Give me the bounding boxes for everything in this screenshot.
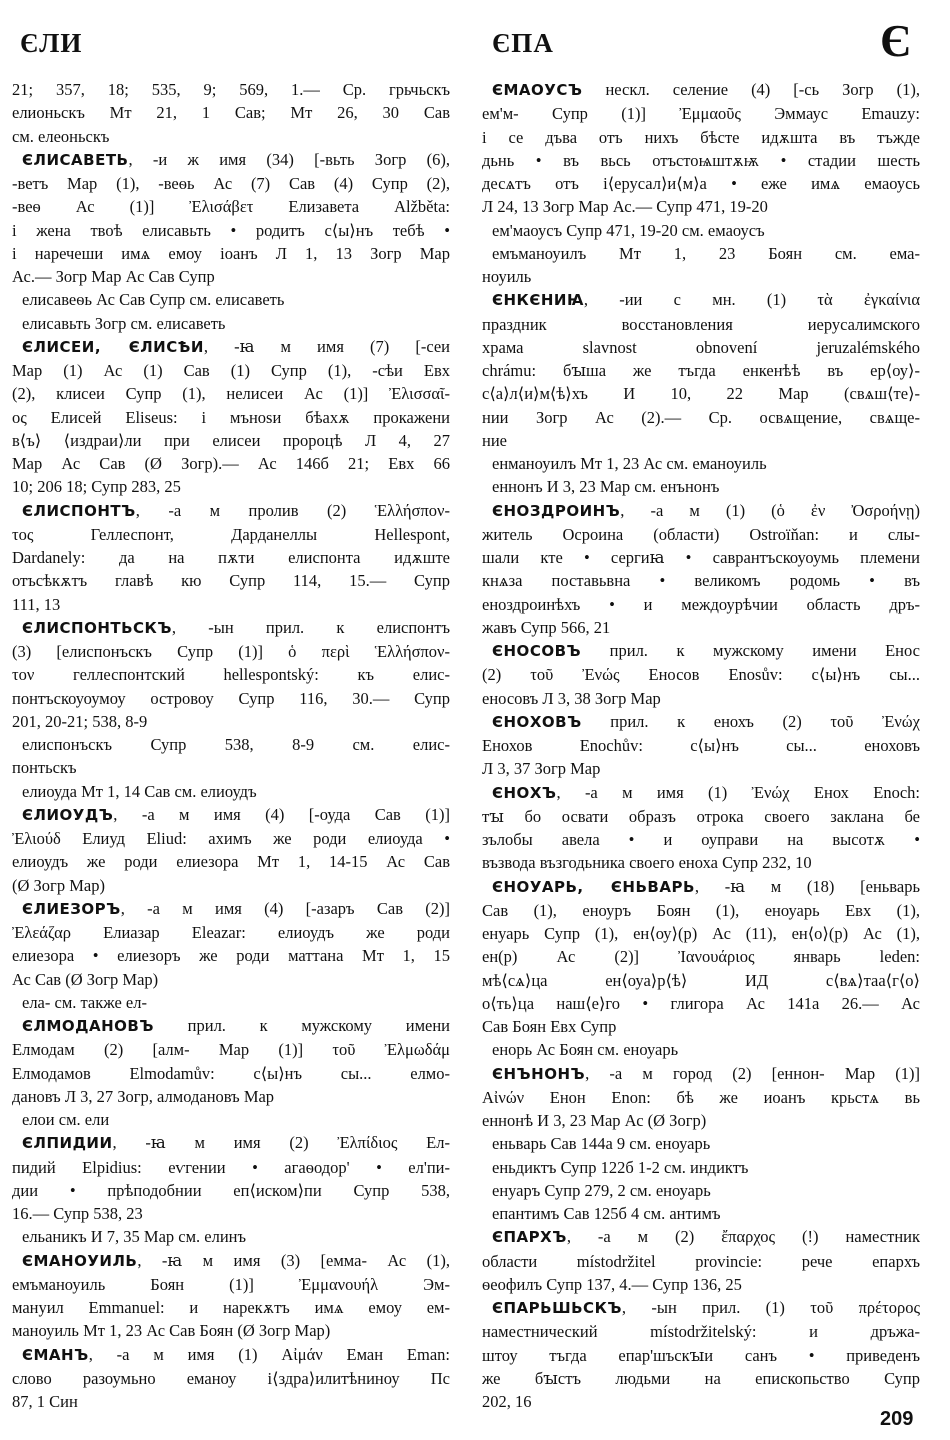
- dictionary-entry: [12, 335, 450, 499]
- text-line: възвода възгодьника своего еноха Супр 232, 10: [482, 853, 812, 873]
- text-line: ела- см. также ел-: [22, 992, 147, 1012]
- text-line: -ветъ Мар (1), -веѳь Ас (7) Сав (4) Супр (2),: [12, 174, 450, 193]
- text-line: маноуиль Мт 1, 23 Ас Сав Боян (Ø Зогр Мар): [12, 1321, 331, 1341]
- text-line: елисавьть Зогр см. елисаветь: [22, 313, 226, 333]
- text-line: елисавеѳь Ас Сав Супр см. елисаветь: [22, 290, 285, 310]
- text-line: ноуиль: [482, 267, 532, 286]
- text-line: дьнь • въ вьсь отъстоѩштѫѭ • стадии шесть: [482, 150, 920, 170]
- text-line: емъманоуиль Боян (1)] Ἐμμανουήλ Эм-: [12, 1274, 450, 1294]
- text-line: 16.— Супр 538, 23: [12, 1204, 143, 1223]
- headword: ЄЛИСПОНТЬСКЪ: [22, 618, 172, 637]
- text-line: Сав Боян Евх Супр: [482, 1017, 617, 1036]
- dictionary-entry: [482, 499, 920, 640]
- headword: ЄМАОУСЪ: [492, 81, 583, 99]
- text-line: штоу тъгда епар'шъскꙑи санъ • приведенъ: [482, 1345, 920, 1365]
- text-line: 87, 1 Син: [12, 1392, 78, 1411]
- text-line: 10; 206 18; Супр 283, 25: [12, 477, 181, 497]
- text-line: житель Осроина (области) Ostroïňan: и слы-: [482, 524, 920, 544]
- text-line: мануил Emmanuel: и нарекѫтъ имѧ емоу ем-: [12, 1298, 450, 1317]
- text-line: елионьскъ Мт 21, 1 Сав; Мт 26, 30 Сав: [12, 103, 450, 123]
- text-line: Елмодамов Elmodamův: с⟨ы⟩нъ сы... елмо-: [12, 1063, 450, 1083]
- text-line: храма slavnost obnovení jeruzalémského: [482, 337, 920, 357]
- text-line: о⟨ть⟩ца наш⟨е⟩го • глигора Ас 141а 26.— Ас: [482, 993, 920, 1013]
- text-line: десѧтъ отъ і⟨ерусал⟩и⟨м⟩а • еже имѧ емаоусь: [482, 174, 920, 193]
- dictionary-entry: [482, 475, 920, 498]
- dictionary-entry: [12, 616, 450, 733]
- dictionary-entry: [12, 1108, 450, 1131]
- dictionary-entry: [12, 991, 450, 1014]
- running-head-right: ЄПА: [492, 28, 554, 58]
- dictionary-entry: [482, 1225, 920, 1296]
- text-line: ЄНЪНОНЪ, -а м город (2) [еннон- Мар (1)]: [492, 1063, 920, 1083]
- headword: ЄНОЗДРОИНЪ: [492, 501, 621, 520]
- text-line: ЄЛИОУДЪ, -а м имя (4) [-оуда Сав (1)]: [22, 804, 450, 824]
- text-line: Енохов Enochův: с⟨ы⟩нъ сы... еноховъ: [482, 736, 920, 755]
- dictionary-entry: [482, 242, 920, 289]
- headword: ЄЛИОУДЪ: [22, 805, 114, 824]
- text-line: слово разоумьно еманоу і⟨здра⟩илитѣниноу Пс: [12, 1368, 450, 1388]
- text-line: праздник восстановления иерусалимского: [482, 314, 920, 334]
- dictionary-entry: [482, 781, 920, 875]
- text-line: енорь Ас Боян см. еноуарь: [492, 1040, 679, 1060]
- text-line: ЄМАНОУИЛЬ, -ꙗ м имя (3) [емма- Ас (1),: [22, 1250, 450, 1270]
- text-line: еноздроинѣхъ • и междоурѣчии область дръ-: [482, 594, 920, 614]
- text-line: ем'маоусъ Супр 471, 19-20 см. емаоусъ: [492, 220, 765, 240]
- dictionary-entry: [12, 1343, 450, 1414]
- text-line: Мар Ас Сав (Ø Зогр).— Ас 146б 21; Евх 66: [12, 454, 450, 473]
- text-line: ЄМАНЪ, -а м имя (1) Αἰμάν Еман Eman:: [22, 1344, 450, 1364]
- dictionary-entry: [482, 1156, 920, 1179]
- right-column: [482, 78, 920, 1413]
- text-line: ЄЛИСПОНТЪ, -а м пролив (2) Ἑλλήσπον-: [22, 500, 450, 520]
- text-line: понтъскоуоумоу островоу Супр 116, 30.— Супр: [12, 688, 450, 708]
- text-line: ЄЛИЕЗОРЪ, -а м имя (4) [-азаръ Сав (2)]: [22, 898, 450, 918]
- headword: ЄМАНОУИЛЬ: [22, 1251, 138, 1270]
- headword: ЄНОСОВЪ: [492, 642, 582, 660]
- text-line: і жена твоѣ елисавьть • родитъ с⟨ы⟩нъ тебѣ •: [12, 220, 450, 240]
- text-line: τον геллеспонтский hellespontský: къ елис-: [12, 665, 450, 685]
- text-line: ЄЛПИДИИ, -ꙗ м имя (2) Ἐλπίδιος Ел-: [22, 1133, 450, 1153]
- dictionary-entry: [12, 1249, 450, 1343]
- dictionary-entry: [482, 1062, 920, 1133]
- headword: ЄНОХЪ: [492, 783, 557, 802]
- text-line: енуарь Супр (1), ен⟨оу⟩(р) Ас (11), ен⟨о⟩(р) Ас (1),: [482, 924, 920, 943]
- text-line: ЄЛИСЕИ, ЄЛИСѢИ, -ꙗ м имя (7) [-сеи: [22, 336, 450, 356]
- text-line: Мар (1) Ас (1) Сав (1) Супр (1), -сѣи Евх: [12, 361, 450, 380]
- headword: ЄЛИСЕИ, ЄЛИСѢИ: [22, 337, 204, 356]
- text-line: ЄНОХЪ, -а м имя (1) Ἐνώχ Енох Enoch:: [492, 782, 920, 802]
- text-line: ельаникъ И 7, 35 Мар см. елинъ: [22, 1227, 247, 1247]
- dictionary-entry: [482, 710, 920, 781]
- text-line: Елмодам (2) [алм- Мар (1)] τοῦ Ἐλμωδάμ: [12, 1040, 450, 1060]
- text-line: Αἰνών Енон Enon: бѣ же иоанъ крьстѧ вь: [482, 1087, 920, 1107]
- text-line: шали кте • сергиꙗ • саврантъскоуоумь племени: [482, 548, 920, 567]
- dictionary-entry: [482, 639, 920, 710]
- dictionary-entry: [12, 803, 450, 897]
- headword: ЄЛИСАВЕТЬ: [22, 150, 129, 169]
- letter-ornament: Є: [880, 15, 913, 66]
- text-line: жавъ Супр 566, 21: [482, 617, 611, 637]
- text-line: елиоуда Мт 1, 14 Сав см. елиоудъ: [22, 781, 257, 801]
- text-line: пидий Elpidius: еѵгении • агаѳодор' • ел'пи-: [12, 1157, 450, 1177]
- left-column: [12, 78, 450, 1413]
- text-line: елиспонъскъ Супр 538, 8-9 см. елис-: [22, 735, 450, 754]
- text-line: еносовъ Л 3, 38 Зогр Мар: [482, 688, 661, 708]
- dictionary-entry: [12, 148, 450, 289]
- dictionary-entry: [12, 1225, 450, 1248]
- text-line: елои см. ели: [22, 1110, 110, 1129]
- text-line: ЄЛИСПОНТЬСКЪ, -ын прил. к елиспонтъ: [22, 617, 450, 637]
- text-line: мѣ⟨сѧ⟩ца ен⟨оуа⟩р⟨ѣ⟩ ИД с⟨вѧ⟩таа⟨г⟨о⟩: [482, 970, 920, 990]
- dictionary-entry: [12, 1131, 450, 1225]
- dictionary-entry: [482, 1132, 920, 1155]
- text-line: елиезора • елиезоръ же роди маттана Мт 1, 15: [12, 946, 450, 966]
- text-line: нии Зогр Ас (2).— Ср. освѧщение, свѧще-: [482, 407, 920, 427]
- text-line: 202, 16: [482, 1392, 532, 1411]
- text-line: ние: [482, 430, 507, 450]
- headword: ЄЛМОДАНОВЪ: [22, 1017, 154, 1035]
- dictionary-entry: [12, 897, 450, 991]
- dictionary-entry: [482, 1202, 920, 1225]
- text-line: же бꙑстъ людьми на епископьство Супр: [482, 1368, 920, 1388]
- text-line: епантимъ Сав 125б 4 см. антимъ: [492, 1204, 721, 1223]
- text-line: в⟨ъ⟩ ⟨издраи⟩ли при елисеи пророцѣ Л 4, 27: [12, 430, 450, 450]
- text-line: Dardanely: да на пѫти елиспонта идѫште: [12, 548, 450, 567]
- text-line: ЄПАРХЪ, -а м (2) ἔπαρχος (!) наместник: [492, 1227, 920, 1247]
- text-line: ЄЛМОДАНОВЪ прил. к мужскому имени: [22, 1016, 450, 1035]
- text-line: еннонъ И 3, 23 Мар см. енънонъ: [492, 477, 720, 497]
- headword: ЄЛИЕЗОРЪ: [22, 899, 121, 918]
- text-line: еньварь Сав 144а 9 см. еноуарь: [492, 1134, 711, 1154]
- text-line: ем'м- Супр (1)] Ἐμμαοῦς Эммаус Emauzy:: [482, 104, 920, 124]
- dictionary-entry: [482, 1038, 920, 1061]
- text-line: -веѳ Ас (1)] Ἐλισάβετ Елизавета Alžběta:: [12, 197, 450, 217]
- text-line: 111, 13: [12, 594, 61, 614]
- dictionary-entry: [12, 78, 450, 148]
- headword: ЄЛПИДИИ: [22, 1134, 113, 1153]
- running-head-left: ЄЛИ: [20, 28, 83, 58]
- dictionary-entry: [12, 780, 450, 803]
- dictionary-entry: [12, 312, 450, 335]
- text-line: ЄНОЗДРОИНЪ, -а м (1) (ὁ ἐν Ὀσροήνῃ): [492, 500, 920, 520]
- text-line: ЄНКЄНИꙖ, -ии с мн. (1) τὰ ἐγκαίνια: [492, 290, 920, 310]
- headword: ЄНОХОВЪ: [492, 712, 582, 731]
- dictionary-entry: [482, 1296, 920, 1413]
- text-line: (Ø Зогр Мар): [12, 875, 105, 895]
- headword: ЄНОУАРЬ, ЄНЬВАРЬ: [492, 877, 695, 896]
- headword: ЄМАНЪ: [22, 1345, 89, 1364]
- text-line: елиоудъ же роди елиезора Мт 1, 14-15 Ас Сав: [12, 852, 450, 872]
- headword: ЄНЪНОНЪ: [492, 1064, 586, 1083]
- headword: ЄПАРЬШЬСКЪ: [492, 1299, 622, 1317]
- headword: ЄЛИСПОНТЪ: [22, 501, 136, 520]
- text-line: (2), клисеи Супр (1), нелисеи Ас (1)] Ἐλισσαῖ-: [12, 384, 450, 404]
- text-line: Ἐλιούδ Елиуд Eliud: ахимъ же роди елиоуда •: [12, 829, 450, 848]
- text-line: Ἐλεάζαρ Елиазар Eleazar: елиоудъ же роди: [12, 923, 450, 942]
- text-line: тꙑ бо освати образъ отрока своего заклана бе: [482, 806, 920, 826]
- text-line: і наречеши имѧ емоу іоанъ Л 1, 13 Зогр Мар: [12, 243, 450, 263]
- headword: ЄПАРХЪ: [492, 1228, 567, 1247]
- text-line: ен(р) Ас (2)] Ἰανουάριος январь leden:: [482, 947, 920, 967]
- text-line: chrámu: бꙑша же тъгда енкенѣѣ въ ер⟨оу⟩-: [482, 361, 920, 380]
- text-line: ЄПАРЬШЬСКЪ, -ын прил. (1) τοῦ πρέτορος: [492, 1298, 920, 1317]
- dictionary-entry: [12, 499, 450, 616]
- dictionary-entry: [12, 1014, 450, 1108]
- page-number: 209: [880, 1408, 914, 1430]
- dictionary-entry: [12, 288, 450, 311]
- text-line: Ас.— Зогр Мар Ас Сав Супр: [12, 267, 215, 286]
- text-line: дановъ Л 3, 27 Зогр, алмодановъ Мар: [12, 1086, 275, 1106]
- text-line: енманоуилъ Мт 1, 23 Ас см. еманоуиль: [492, 454, 767, 473]
- text-line: с⟨а⟩л⟨и⟩м⟨ѣ⟩хъ И 10, 22 Мар (свѧш⟨те⟩-: [482, 384, 920, 404]
- text-line: наместнический místodržitelský: и дръжа-: [482, 1322, 920, 1342]
- text-line: (2) τοῦ Ἐνώς Еносов Enosův: с⟨ы⟩нъ сы...: [482, 665, 920, 685]
- dictionary-entry: [482, 875, 920, 1039]
- text-line: 201, 20-21; 538, 8-9: [12, 711, 148, 731]
- dictionary-entry: [482, 452, 920, 475]
- text-line: еннонѣ И 3, 23 Мар Ас (Ø Зогр): [482, 1111, 707, 1130]
- text-line: понтьскъ: [12, 758, 77, 778]
- text-line: Ас Сав (Ø Зогр Мар): [12, 969, 159, 989]
- text-line: дии • прѣподобнии еп⟨иском⟩пи Супр 538,: [12, 1180, 450, 1200]
- dictionary-entry: [482, 219, 920, 242]
- text-line: ЄНОСОВЪ прил. к мужскому имени Енос: [492, 641, 920, 660]
- text-line: области místodržitel provincie: рече епархъ: [482, 1251, 920, 1271]
- text-line: енуаръ Супр 279, 2 см. еноуарь: [492, 1180, 711, 1200]
- text-line: зълобы авела • и оуправи на высотѫ •: [482, 830, 920, 849]
- text-line: отъсѣкѫтъ главѣ кю Супр 114, 15.— Супр: [12, 571, 450, 591]
- text-line: ЄНОУАРЬ, ЄНЬВАРЬ, -ꙗ м (18) [еньварь: [492, 876, 920, 896]
- dictionary-entry: [482, 78, 920, 219]
- text-line: 21; 357, 18; 535, 9; 569, 1.— Ср. грьчьскъ: [12, 80, 450, 99]
- text-line: Л 3, 37 Зогр Мар: [482, 759, 601, 779]
- text-line: емъманоуилъ Мт 1, 23 Боян см. ема-: [492, 243, 920, 263]
- text-line: Л 24, 13 Зогр Мар Ас.— Супр 471, 19-20: [482, 197, 768, 217]
- dictionary-entry: [482, 1179, 920, 1202]
- text-line: ЄНОХОВЪ прил. к енохъ (2) τοῦ Ἐνώχ: [492, 711, 920, 731]
- dictionary-entry: [482, 288, 920, 452]
- text-line: ЄМАОУСЪ нескл. селение (4) [-сь Зогр (1),: [492, 80, 920, 99]
- text-line: і се дъва отъ нихъ бѣсте идѫшта въ тъжде: [482, 127, 920, 147]
- text-line: еньдиктъ Супр 122б 1-2 см. индиктъ: [492, 1157, 749, 1177]
- text-line: Сав (1), еноуръ Боян (1), еноуарь Евх (1),: [482, 900, 920, 920]
- text-line: см. елеоньскъ: [12, 126, 110, 146]
- text-line: ѳеофилъ Супр 137, 4.— Супр 136, 25: [482, 1274, 742, 1294]
- text-line: τος Геллеспонт, Дарданеллы Hellespont,: [12, 524, 450, 544]
- text-line: ЄЛИСАВЕТЬ, -и ж имя (34) [-вьть Зогр (6),: [22, 149, 450, 169]
- text-line: (3) [елиспонъскъ Супр (1)] ὁ περὶ Ἑλλήσπον-: [12, 642, 450, 661]
- text-line: ος Елисей Eliseus: і мъноѕи бѣахѫ прокажени: [12, 407, 450, 427]
- dictionary-entry: [12, 733, 450, 780]
- text-line: кнѧза поставьвна • великомъ родомь • въ: [482, 571, 920, 591]
- headword: ЄНКЄНИꙖ: [492, 291, 584, 310]
